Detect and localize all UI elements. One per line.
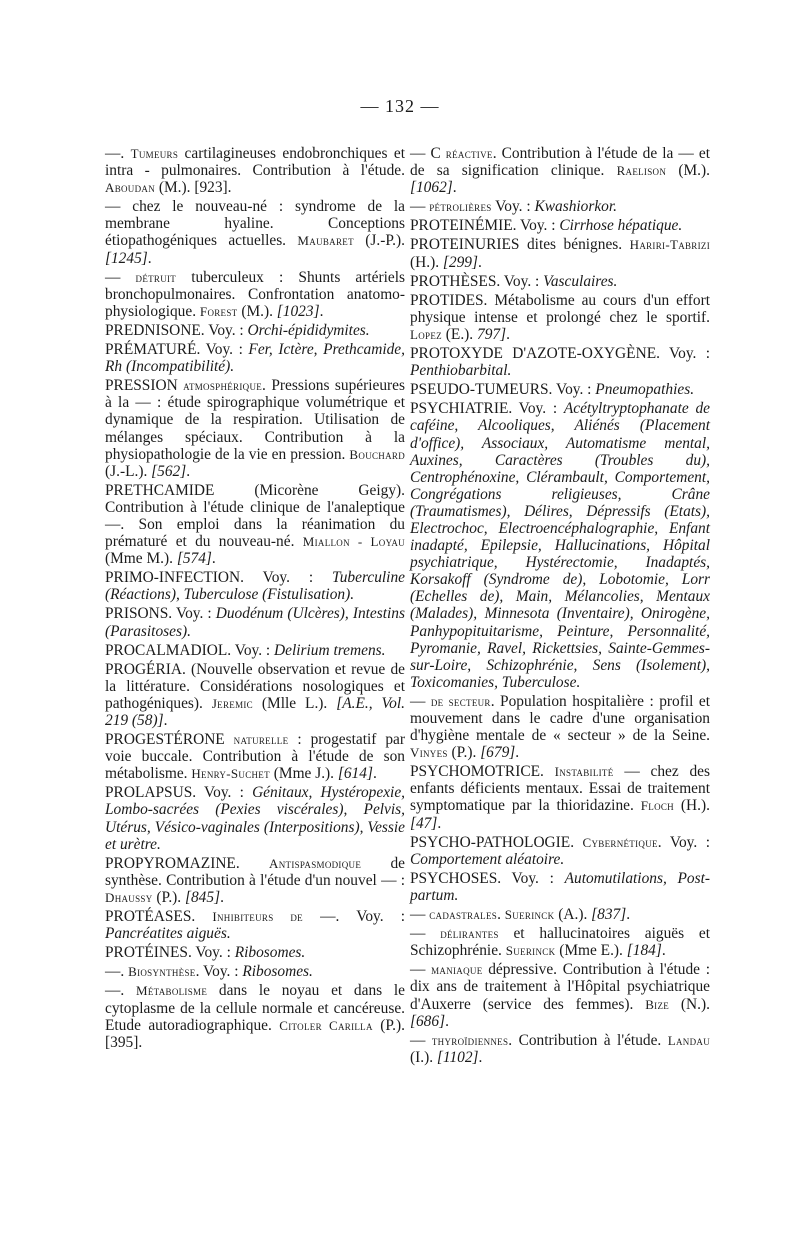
entry-text: (J.-P.).: [353, 232, 405, 250]
page-number: — 132 —: [360, 96, 440, 116]
entry-text: —: [410, 692, 431, 710]
index-entry: [410, 693, 710, 761]
entry-text: (E.).: [441, 325, 477, 343]
entry-text: .: [506, 325, 510, 343]
small-caps-text: détruit: [135, 269, 177, 285]
italic-text: Acétyltryptophanate de caféine, Alcooliques, Aliénés (Placement d'office), Associaux, Automatisme mental, Auxines, Caractères (Troubles du), Centrophénoxine, Clérambault, Comportement, Congrégations religieuses, Crâne (Traumatismes), Délires, Dépressifs (Etats), Electrochoc, Electroencéphalographie, Enfant inadapté, Epilepsie, Hallucinations, Hôpital psychiatrique, Hystérectomie, Inadaptés, Korsakoff (Syndrome de), Lobotomie, Lorr (Echelles de), Main, Mélancolies, Mentaux (Malades), Minnesota (Inventaire), Onirogène, Panhypopituitarisme, Peinture, Personnalité, Pyromanie, Ravel, Rickettsies, Sainte-Gemmes-sur-Loire, Schizophrénie, Sens (Isolement), Toxicomanies, Tuberculose.: [410, 400, 710, 691]
italic-text: Vasculaires.: [543, 272, 618, 290]
entry-text: . Contribution à l'étude.: [508, 1031, 668, 1049]
italic-text: Delirium tremens.: [274, 641, 386, 659]
small-caps-text: Citoler Carilla: [279, 1017, 373, 1033]
entry-text: — C: [410, 145, 446, 162]
entry-text: —: [410, 906, 430, 924]
small-caps-text: thyroïdiennes: [431, 1032, 509, 1048]
entry-text: .: [478, 253, 482, 271]
small-caps-text: Bouchard: [349, 446, 405, 462]
small-caps-text: Raelison: [616, 163, 667, 179]
italic-text: [679]: [480, 744, 516, 762]
entry-text: PRISONS. Voy. :: [105, 605, 216, 623]
italic-text: [1245]: [105, 249, 148, 267]
entry-text: Voy. :: [491, 198, 535, 216]
entry-text: PRETHCAMIDE (Micorène Geigy). Contribution à l'étude clinique de l'analeptique —. Son emploi dans la réanimation du prématuré et du nouveau-né.: [105, 481, 405, 551]
small-caps-text: Dhaussy: [105, 889, 153, 905]
entry-text: (P.).: [152, 888, 185, 906]
entry-text: : progestatif par voie buccale. Contribution à l'étude de son métabolisme.: [105, 731, 405, 783]
small-caps-text: naturelle: [233, 732, 289, 748]
index-entry: [410, 292, 710, 343]
italic-text: Comportement aléatoire.: [410, 850, 565, 868]
index-entry: [105, 982, 405, 1050]
entry-text: (H.).: [673, 797, 710, 815]
small-caps-text: maniaque: [431, 962, 483, 978]
entry-text: PROCALMADIOL. Voy. :: [105, 641, 275, 659]
entry-text: .: [319, 302, 324, 320]
entry-text: de synthèse. Contribution à l'étude d'un nouvel — :: [105, 854, 406, 889]
index-entry: [105, 963, 405, 980]
index-entry: [105, 944, 405, 961]
index-entry: [105, 569, 405, 603]
entry-text: —: [105, 268, 136, 286]
small-caps-text: Métabolisme: [136, 983, 208, 999]
index-entry: [410, 400, 710, 691]
entry-text: .: [372, 765, 377, 783]
entry-text: (H.).: [410, 253, 443, 271]
italic-text: [47]: [410, 814, 438, 832]
entry-text: . Pressions supérieures à la — : étude spirographique volumétrique et dynamique de la respiration. Utilisation de mélanges spéciaux. Contribution à la physiopathologie de la vie en pression.: [105, 377, 405, 463]
italic-text: [184]: [626, 942, 662, 960]
entry-text: cartilagineuses endobronchiques et intra - pulmonaires. Contribution à l'étude.: [105, 145, 405, 180]
entry-text: PROGESTÉRONE: [105, 731, 234, 749]
entry-text: —. Voy. :: [302, 908, 405, 926]
entry-text: .: [515, 744, 520, 762]
italic-text: [A.E., Vol. 219 (58)]: [105, 694, 405, 729]
small-caps-text: Aboudan: [105, 180, 155, 196]
italic-text: Génitaux, Hystéropexie, Lombo-sacrées (Pexies viscérales), Pelvis, Utérus, Vésico-vaginales (Interpositions), Vessie et urètre.: [105, 784, 405, 853]
entry-text: .: [437, 814, 442, 832]
entry-text: . Contribution à l'étude de la — et de sa signification clinique.: [410, 145, 710, 180]
small-caps-text: Lopez: [410, 326, 442, 342]
index-entry: [410, 236, 710, 270]
index-column-left: [105, 145, 405, 1053]
index-entry: [105, 855, 405, 906]
italic-text: Ribosomes.: [234, 944, 306, 962]
entry-text: .: [626, 906, 631, 924]
entry-text: —: [410, 925, 441, 943]
index-entry: [105, 908, 405, 942]
small-caps-text: Suerinck: [505, 943, 556, 959]
entry-text: PRESSION: [105, 377, 184, 395]
small-caps-text: Hariri-Tabrizi: [629, 237, 710, 253]
index-entry: [105, 377, 405, 480]
small-caps-text: réactive: [445, 146, 493, 161]
entry-text: PROTHÈSES. Voy. :: [410, 272, 544, 290]
italic-text: [1062]: [410, 179, 453, 197]
small-caps-text: Maubaret: [297, 233, 354, 249]
small-caps-text: Bize: [645, 996, 670, 1012]
entry-text: —.: [105, 963, 129, 981]
small-caps-text: délirantes: [440, 926, 499, 942]
index-entry: [410, 145, 710, 196]
entry-text: dans le noyau et dans le cytoplasme de la cellule normale et cancéreuse. Etude autoradiographique.: [105, 982, 405, 1034]
italic-text: [686]: [410, 1012, 446, 1030]
entry-text: (M.).: [237, 302, 277, 320]
italic-text: Pancréatites aiguës.: [105, 925, 231, 943]
small-caps-text: Floch: [640, 798, 674, 814]
italic-text: [299]: [442, 253, 478, 271]
index-entry: [105, 642, 405, 659]
entry-text: .: [186, 462, 191, 480]
entry-text: (Mme J.).: [269, 765, 338, 783]
entry-text: .: [661, 942, 666, 960]
index-entry: [410, 198, 710, 215]
italic-text: [1102]: [436, 1048, 479, 1066]
entry-text: .: [147, 249, 152, 267]
entry-text: tuberculeux : Shunts artériels bronchopulmonaires. Confrontation anatomo-physiologique.: [105, 268, 405, 320]
entry-text: PROTÉINES. Voy. :: [105, 944, 235, 962]
entry-text: (M.).: [666, 162, 710, 180]
index-entry: [105, 322, 405, 339]
italic-text: [574]: [176, 550, 212, 568]
entry-text: — chez le nouveau-né : syndrome de la membrane hyaline. Conceptions étiopathogéniques actuelles.: [105, 198, 405, 250]
small-caps-text: Jeremic: [211, 695, 253, 711]
small-caps-text: Instabilité: [554, 764, 614, 780]
entry-text: PROTIDES. Métabolisme au cours d'un effort physique intense et prolongé chez le sportif.: [410, 291, 710, 326]
index-entry: [105, 784, 405, 852]
entry-text: dépressive. Contribution à l'étude : dix ans de traitement à l'Hôpital psychiatrique d'Auxerre (service des femmes).: [410, 961, 710, 1013]
entry-text: (P.). [395].: [105, 1016, 405, 1051]
small-caps-text: Suerinck: [504, 907, 555, 923]
entry-text: (M.). [923].: [155, 179, 232, 197]
entry-text: PRIMO-INFECTION. Voy. :: [105, 569, 333, 587]
index-entry: [410, 1032, 710, 1066]
index-entry: [105, 482, 405, 567]
small-caps-text: Tumeurs: [130, 146, 179, 161]
entry-text: (Mme M.).: [105, 550, 177, 568]
entry-text: PREDNISONE. Voy. :: [105, 321, 248, 339]
entry-text: PSYCHIATRIE. Voy. :: [410, 400, 564, 418]
index-entry: [105, 731, 405, 782]
small-caps-text: Miallon - Loyau: [302, 534, 405, 550]
entry-text: .: [220, 888, 224, 906]
entry-text: . Population hospitalière : profil et mouvement dans le cadre d'une organisation d'hygiène mentale de « secteur » de la Seine.: [410, 692, 710, 745]
italic-text: [837]: [591, 906, 627, 924]
index-column-right: [410, 145, 710, 1068]
index-entry: [410, 906, 710, 923]
italic-text: Orchi-épididymites.: [247, 321, 370, 339]
index-entry: [410, 345, 710, 379]
index-entry: [105, 341, 405, 375]
small-caps-text: Inhibiteurs de: [212, 909, 303, 925]
index-entry: [410, 870, 710, 904]
entry-text: (J.-L.).: [105, 462, 152, 480]
index-entry: [105, 198, 405, 266]
index-entry: [410, 961, 710, 1029]
entry-text: .: [497, 906, 505, 924]
index-entry: [410, 834, 710, 868]
entry-text: .: [163, 712, 168, 729]
entry-text: —: [410, 1031, 432, 1049]
index-entry: [410, 273, 710, 290]
small-caps-text: Vinyes: [410, 745, 448, 761]
italic-text: Pneumopathies.: [595, 381, 695, 399]
italic-text: Ribosomes.: [242, 963, 313, 981]
italic-text: 797]: [477, 325, 507, 343]
entry-text: —.: [105, 982, 136, 1000]
small-caps-text: cadastrales: [429, 907, 498, 923]
italic-text: Penthiobarbital.: [410, 362, 512, 380]
entry-text: PROTEINURIES dites bénignes.: [410, 236, 630, 254]
italic-text: [845]: [185, 888, 221, 906]
entry-text: (Mme E.).: [555, 942, 627, 960]
entry-text: (Mlle L.).: [252, 694, 337, 712]
small-caps-text: de secteur: [430, 693, 491, 709]
entry-text: .: [211, 550, 216, 568]
small-caps-text: Cybernétique: [582, 834, 658, 850]
italic-text: [562]: [151, 462, 187, 480]
index-entry: [105, 145, 405, 196]
entry-text: — chez des enfants déficients mentaux. Essai de traitement symptomatique par la thioridazine.: [410, 763, 710, 815]
entry-text: PROTOXYDE D'AZOTE-OXYGÈNE. Voy. :: [410, 345, 710, 363]
entry-text: PSYCHO-PATHOLOGIE.: [410, 833, 583, 851]
entry-text: —: [410, 961, 432, 979]
italic-text: Tuberculine (Réactions), Tuberculose (Fistulisation).: [105, 569, 405, 604]
entry-text: (A.).: [554, 906, 592, 924]
small-caps-text: Biosynthèse: [128, 964, 196, 980]
entry-text: PROPYROMAZINE.: [105, 854, 270, 872]
entry-text: —.: [105, 145, 131, 162]
small-caps-text: atmosphérique: [183, 378, 263, 394]
entry-text: (I.).: [410, 1048, 437, 1066]
italic-text: Cirrhose hépatique.: [559, 217, 683, 235]
italic-text: Fer, Ictère, Prethcamide, Rh (Incompatibilité).: [105, 341, 405, 376]
index-entry: [105, 661, 405, 729]
entry-text: (N.).: [669, 995, 710, 1013]
small-caps-text: Landau: [667, 1032, 710, 1048]
entry-text: .: [445, 1012, 449, 1030]
entry-text: PROGÉRIA. (Nouvelle observation et revue de la littérature. Considérations nosologiques et pathogéniques).: [105, 660, 405, 712]
entry-text: et hallucinatoires aiguës et Schizophrénie.: [410, 925, 710, 960]
small-caps-text: Henry-Suchet: [191, 766, 270, 782]
entry-text: . Voy. :: [195, 963, 243, 981]
index-entry: [410, 925, 710, 959]
italic-text: Automutilations, Post-partum.: [410, 869, 710, 904]
entry-text: .: [452, 179, 457, 197]
entry-text: .: [478, 1048, 483, 1066]
entry-text: PROTÉASES.: [105, 908, 213, 926]
index-entry: [410, 381, 710, 398]
index-entry: [105, 269, 405, 320]
italic-text: [1023]: [276, 302, 320, 320]
index-entry: [410, 217, 710, 234]
entry-text: —: [410, 198, 430, 216]
entry-text: . Voy. :: [657, 833, 710, 851]
small-caps-text: Antispasmodique: [269, 855, 362, 871]
index-entry: [410, 763, 710, 831]
small-caps-text: pétrolières: [429, 199, 492, 215]
entry-text: PSYCHOSES. Voy. :: [410, 869, 565, 887]
small-caps-text: Forest: [199, 303, 238, 319]
entry-text: PROTEINÉMIE. Voy. :: [410, 217, 560, 235]
entry-text: PSYCHOMOTRICE.: [410, 763, 555, 781]
italic-text: Duodénum (Ulcères), Intestins (Parasitoses).: [105, 605, 405, 640]
entry-text: PSEUDO-TUMEURS. Voy. :: [410, 381, 596, 399]
entry-text: (P.).: [447, 744, 481, 762]
entry-text: PRÉMATURÉ. Voy. :: [105, 341, 249, 359]
entry-text: PROLAPSUS. Voy. :: [105, 784, 253, 802]
index-entry: [105, 605, 405, 639]
italic-text: Kwashiorkor.: [534, 198, 618, 216]
italic-text: [614]: [337, 765, 373, 783]
